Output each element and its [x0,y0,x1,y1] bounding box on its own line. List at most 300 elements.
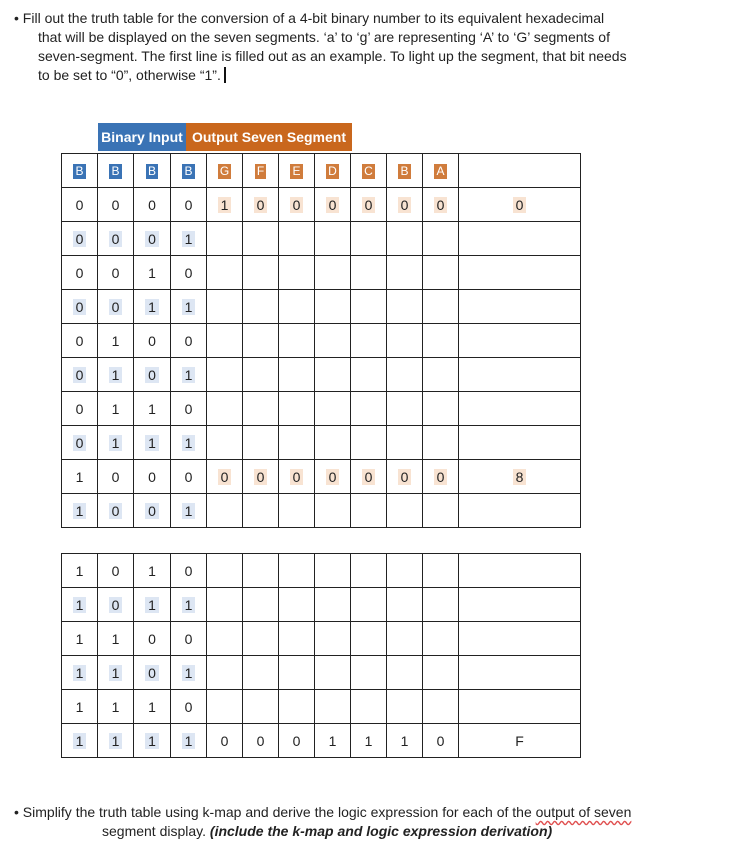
segment-cell[interactable] [423,690,459,724]
segment-cell[interactable] [207,324,243,358]
segment-cell[interactable] [243,724,279,758]
input-cell[interactable] [134,622,171,656]
input-cell[interactable] [171,426,207,460]
segment-cell[interactable] [423,426,459,460]
segment-cell[interactable] [315,392,351,426]
input-cell[interactable] [62,724,98,758]
column-header-label: G [219,164,230,178]
input-cell[interactable] [134,724,171,758]
input-cell[interactable] [98,256,134,290]
input-cell[interactable] [62,324,98,358]
segment-cell[interactable] [279,392,315,426]
hex-cell[interactable] [459,324,581,358]
segment-cell[interactable] [351,554,387,588]
segment-cell[interactable] [423,724,459,758]
table-row [62,622,581,656]
input-cell[interactable] [134,256,171,290]
input-cell[interactable] [62,426,98,460]
segment-cell[interactable] [207,460,243,494]
segment-cell[interactable] [387,690,423,724]
input-cell[interactable] [62,554,98,588]
column-header-cell [459,154,581,188]
segment-cell[interactable] [315,494,351,528]
segment-cell[interactable] [387,392,423,426]
column-header-cell [279,154,315,188]
input-cell[interactable] [62,358,98,392]
hex-cell[interactable] [459,494,581,528]
segment-cell[interactable] [387,426,423,460]
segment-cell[interactable] [207,690,243,724]
input-cell[interactable] [171,256,207,290]
segment-cell[interactable] [207,256,243,290]
cell-value: 0 [220,732,229,749]
cell-value: 0 [290,197,304,213]
segment-cell[interactable] [243,622,279,656]
segment-cell[interactable] [243,324,279,358]
cell-value: 0 [73,299,87,315]
segment-cell[interactable] [315,588,351,622]
input-cell[interactable] [62,494,98,528]
segment-cell[interactable] [351,222,387,256]
cell-value: 0 [218,469,232,485]
column-header-cell [351,154,387,188]
truth-table-part-2 [61,553,581,758]
segment-cell[interactable] [207,656,243,690]
segment-cell[interactable] [243,222,279,256]
input-cell[interactable] [171,554,207,588]
column-header-cell [243,154,279,188]
input-cell[interactable] [98,460,134,494]
instruction-line-2: that will be displayed on the seven segments. ‘a’ to ‘g’ are representing ‘A’ to ‘G’ segments of [38,29,610,45]
cell-value: 0 [109,503,123,519]
table-row [62,460,581,494]
segment-cell[interactable] [315,188,351,222]
segment-cell[interactable] [207,290,243,324]
cell-value: 1 [182,503,196,519]
cell-value: 0 [362,469,376,485]
input-cell[interactable] [98,622,134,656]
input-cell[interactable] [62,588,98,622]
hex-cell[interactable] [459,460,581,494]
cell-value: 0 [145,665,159,681]
hex-cell[interactable] [459,690,581,724]
segment-cell[interactable] [243,656,279,690]
cell-value: 0 [109,231,123,247]
segment-cell[interactable] [243,690,279,724]
input-cell[interactable] [171,588,207,622]
cell-value: 0 [111,468,120,485]
cell-value: 1 [111,698,120,715]
cell-value: 1 [364,732,373,749]
segment-cell[interactable] [423,188,459,222]
column-header-label: C [364,164,373,178]
hex-cell[interactable] [459,256,581,290]
segment-cell[interactable] [387,656,423,690]
cell-value: 1 [148,400,156,417]
cell-value: 1 [182,231,196,247]
table-row [62,554,581,588]
cell-value: 0 [436,732,445,749]
column-header-label: B [400,164,409,178]
instruction-paragraph [14,9,674,85]
column-header-cell [315,154,351,188]
column-header-label: A [436,164,445,178]
segment-cell[interactable] [351,358,387,392]
cell-value: 0 [148,196,156,213]
hex-cell[interactable] [459,358,581,392]
input-cell[interactable] [62,622,98,656]
text-cursor [224,67,226,83]
cell-value: 0 [75,400,84,417]
segment-cell[interactable] [279,690,315,724]
segment-cell[interactable] [243,290,279,324]
segment-cell[interactable] [351,690,387,724]
segment-cell[interactable] [351,494,387,528]
hex-cell[interactable] [459,188,581,222]
segment-cell[interactable] [387,188,423,222]
input-cell[interactable] [98,494,134,528]
cell-value: 0 [362,197,376,213]
input-cell[interactable] [134,588,171,622]
input-cell[interactable] [134,494,171,528]
segment-cell[interactable] [279,222,315,256]
segment-cell[interactable] [279,494,315,528]
truth-table-part-1 [61,153,581,528]
segment-cell[interactable] [351,392,387,426]
input-cell[interactable] [171,358,207,392]
input-cell[interactable] [134,656,171,690]
segment-cell[interactable] [279,358,315,392]
segment-cell[interactable] [279,426,315,460]
column-header-row [62,154,581,188]
hex-cell[interactable] [459,222,581,256]
column-header-cell [207,154,243,188]
cell-value: 0 [111,264,120,281]
table-row [62,222,581,256]
hex-cell[interactable] [459,290,581,324]
table-row [62,256,581,290]
segment-cell[interactable] [243,426,279,460]
input-cell[interactable] [134,290,171,324]
input-cell[interactable] [171,622,207,656]
segment-cell[interactable] [243,392,279,426]
column-header-label: E [292,164,301,178]
input-cell[interactable] [171,656,207,690]
footer-paragraph [14,803,714,841]
cell-value: 0 [292,732,301,749]
cell-value: 1 [182,367,196,383]
input-cell[interactable] [98,324,134,358]
segment-cell[interactable] [351,460,387,494]
segment-cell[interactable] [243,256,279,290]
cell-value: 1 [75,630,84,647]
cell-value: 1 [109,733,123,749]
segment-cell[interactable] [279,460,315,494]
column-header-cell [134,154,171,188]
hex-cell[interactable] [459,392,581,426]
cell-value: 0 [326,197,340,213]
segment-cell[interactable] [423,588,459,622]
input-cell[interactable] [62,256,98,290]
segment-cell[interactable] [423,460,459,494]
footer-line-1-underlined: output of seven [535,804,632,820]
input-cell[interactable] [171,690,207,724]
cell-value: 0 [184,468,193,485]
segment-cell[interactable] [423,392,459,426]
segment-cell[interactable] [387,222,423,256]
cell-value: F [515,732,524,749]
segment-cell[interactable] [243,460,279,494]
cell-value: 1 [109,435,123,451]
input-cell[interactable] [62,290,98,324]
input-cell[interactable] [98,690,134,724]
input-cell[interactable] [134,426,171,460]
segment-cell[interactable] [315,358,351,392]
input-cell[interactable] [62,460,98,494]
cell-value: 1 [145,597,159,613]
cell-value: 0 [184,332,193,349]
table-row [62,494,581,528]
column-header-label: D [328,164,337,178]
hex-cell[interactable] [459,588,581,622]
segment-cell[interactable] [315,222,351,256]
segment-cell[interactable] [279,188,315,222]
segment-cell[interactable] [387,290,423,324]
input-cell[interactable] [171,392,207,426]
segment-cell[interactable] [279,256,315,290]
cell-value: 0 [73,435,87,451]
hex-cell[interactable] [459,426,581,460]
cell-value: 1 [73,597,87,613]
cell-value: 1 [148,562,156,579]
cell-value: 0 [254,197,268,213]
input-cell[interactable] [98,290,134,324]
segment-cell[interactable] [423,324,459,358]
cell-value: 1 [73,503,87,519]
segment-cell[interactable] [315,724,351,758]
cell-value: 1 [400,732,409,749]
segment-cell[interactable] [387,460,423,494]
cell-value: 0 [73,231,87,247]
cell-value: 0 [398,197,412,213]
segment-cell[interactable] [387,358,423,392]
cell-value: 0 [434,197,448,213]
cell-value: 0 [148,630,156,647]
segment-cell[interactable] [351,724,387,758]
segment-cell[interactable] [387,494,423,528]
segment-cell[interactable] [243,588,279,622]
segment-cell[interactable] [207,622,243,656]
input-cell[interactable] [62,656,98,690]
cell-value: 1 [182,665,196,681]
segment-cell[interactable] [243,554,279,588]
segment-cell[interactable] [207,426,243,460]
cell-value: 1 [109,367,123,383]
cell-value: 0 [398,469,412,485]
input-cell[interactable] [98,426,134,460]
cell-value: 1 [75,698,84,715]
input-cell[interactable] [171,222,207,256]
cell-value: 1 [148,698,156,715]
cell-value: 0 [145,367,159,383]
segment-cell[interactable] [423,290,459,324]
segment-cell[interactable] [207,392,243,426]
table-row [62,656,581,690]
cell-value: 0 [111,562,120,579]
input-cell[interactable] [98,392,134,426]
segment-cell[interactable] [423,554,459,588]
segment-cell[interactable] [387,724,423,758]
segment-cell[interactable] [351,324,387,358]
cell-value: 0 [148,468,156,485]
hex-cell[interactable] [459,724,581,758]
cell-value: 1 [75,562,84,579]
input-cell[interactable] [134,460,171,494]
cell-value: 1 [182,435,196,451]
cell-value: 0 [326,469,340,485]
cell-value: 0 [513,197,527,213]
column-header-label: B [184,164,193,178]
segment-cell[interactable] [279,724,315,758]
segment-cell[interactable] [423,256,459,290]
column-header-cell [171,154,207,188]
cell-value: 0 [290,469,304,485]
bullet: • [14,10,19,26]
segment-cell[interactable] [351,256,387,290]
segment-cell[interactable] [207,724,243,758]
segment-cell[interactable] [351,426,387,460]
input-cell[interactable] [98,656,134,690]
input-cell[interactable] [134,188,171,222]
input-cell[interactable] [171,188,207,222]
cell-value: 8 [513,469,527,485]
cell-value: 1 [145,733,159,749]
input-cell[interactable] [98,554,134,588]
segment-cell[interactable] [387,622,423,656]
segment-cell[interactable] [351,188,387,222]
segment-cell[interactable] [279,290,315,324]
segment-cell[interactable] [207,554,243,588]
input-cell[interactable] [134,324,171,358]
segment-cell[interactable] [279,554,315,588]
input-cell[interactable] [171,290,207,324]
segment-cell[interactable] [387,256,423,290]
segment-cell[interactable] [279,588,315,622]
segment-cell[interactable] [315,554,351,588]
segment-cell[interactable] [315,656,351,690]
input-cell[interactable] [98,358,134,392]
hex-cell[interactable] [459,554,581,588]
segment-cell[interactable] [207,358,243,392]
segment-cell[interactable] [351,588,387,622]
instruction-line-3: seven-segment. The first line is filled out as an example. To light up the segment, that bit needs [38,48,627,64]
cell-value: 0 [75,264,84,281]
input-cell[interactable] [62,690,98,724]
segment-cell[interactable] [351,622,387,656]
cell-value: 0 [145,503,159,519]
cell-value: 1 [148,264,156,281]
cell-value: 0 [256,732,265,749]
input-cell[interactable] [171,494,207,528]
segment-cell[interactable] [423,494,459,528]
output-seven-segment-header: Output Seven Segment [186,123,352,151]
segment-cell[interactable] [207,222,243,256]
input-cell[interactable] [62,392,98,426]
cell-value: 0 [145,231,159,247]
segment-cell[interactable] [423,622,459,656]
input-cell[interactable] [134,690,171,724]
segment-cell[interactable] [387,554,423,588]
cell-value: 1 [182,733,196,749]
input-cell[interactable] [62,188,98,222]
hex-cell[interactable] [459,622,581,656]
cell-value: 1 [111,332,120,349]
segment-cell[interactable] [315,622,351,656]
table-row [62,690,581,724]
segment-cell[interactable] [279,656,315,690]
segment-cell[interactable] [279,622,315,656]
segment-cell[interactable] [315,690,351,724]
segment-cell[interactable] [207,494,243,528]
input-cell[interactable] [171,724,207,758]
input-cell[interactable] [134,358,171,392]
segment-cell[interactable] [351,290,387,324]
segment-cell[interactable] [351,656,387,690]
input-cell[interactable] [98,188,134,222]
segment-cell[interactable] [243,358,279,392]
cell-value: 1 [111,400,120,417]
input-cell[interactable] [134,222,171,256]
hex-cell[interactable] [459,656,581,690]
segment-cell[interactable] [423,656,459,690]
cell-value: 0 [184,630,193,647]
cell-value: 0 [109,299,123,315]
input-cell[interactable] [98,724,134,758]
segment-cell[interactable] [243,188,279,222]
segment-cell[interactable] [423,222,459,256]
segment-cell[interactable] [387,324,423,358]
binary-input-header: Binary Input [98,123,186,151]
cell-value: 1 [218,197,232,213]
input-cell[interactable] [171,460,207,494]
segment-cell[interactable] [315,426,351,460]
segment-cell[interactable] [423,358,459,392]
segment-cell[interactable] [207,588,243,622]
instruction-line-1: Fill out the truth table for the conversion of a 4-bit binary number to its equivalent hexadecimal [22,10,605,26]
segment-cell[interactable] [315,290,351,324]
segment-cell[interactable] [315,324,351,358]
input-cell[interactable] [98,588,134,622]
cell-value: 0 [111,196,120,213]
input-cell[interactable] [134,554,171,588]
cell-value: 1 [111,630,120,647]
input-cell[interactable] [134,392,171,426]
cell-value: 0 [184,562,193,579]
input-cell[interactable] [98,222,134,256]
segment-cell[interactable] [279,324,315,358]
segment-cell[interactable] [207,188,243,222]
input-cell[interactable] [171,324,207,358]
segment-cell[interactable] [243,494,279,528]
footer-bullet: • [14,804,19,820]
segment-cell[interactable] [315,460,351,494]
input-cell[interactable] [62,222,98,256]
segment-cell[interactable] [387,588,423,622]
cell-value: 0 [109,597,123,613]
cell-value: 0 [184,196,193,213]
segment-cell[interactable] [315,256,351,290]
footer-line-2: segment display. [102,823,207,839]
